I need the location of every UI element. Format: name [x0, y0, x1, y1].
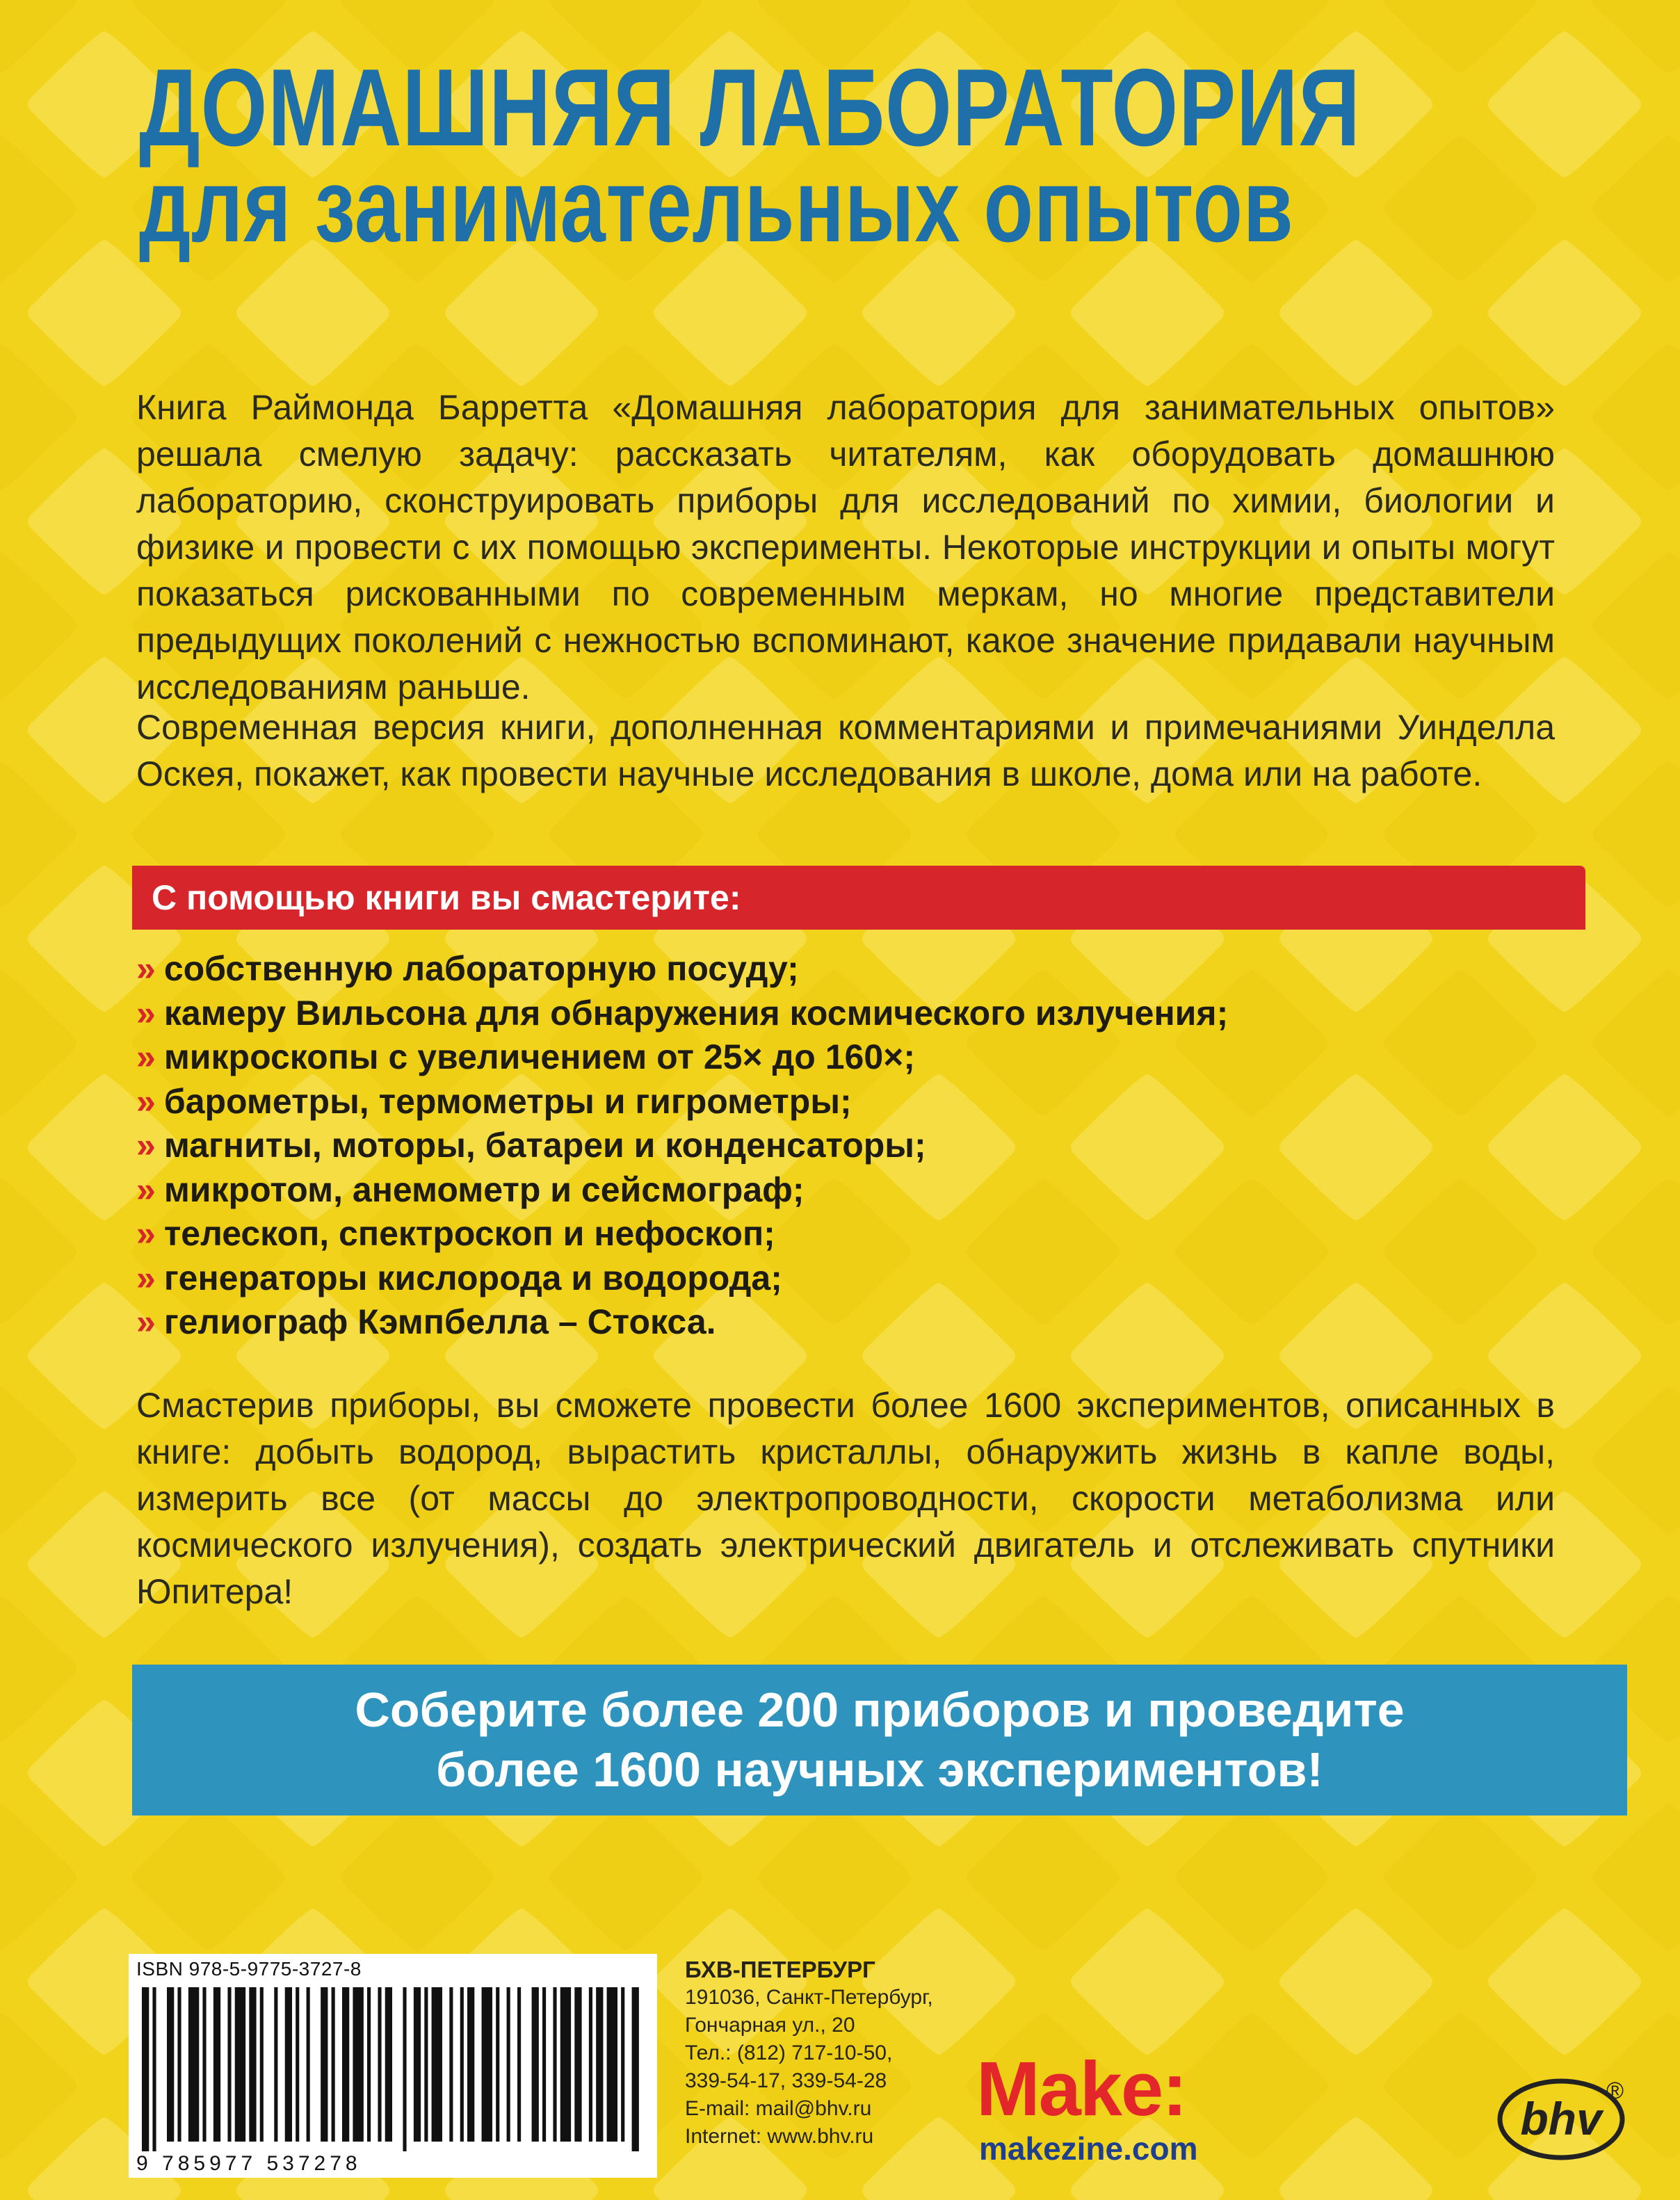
list-item-text: телескоп, спектроскоп и нефоскоп; — [163, 1214, 775, 1253]
publisher-address-line-2: Гончарная ул., 20 — [685, 2014, 855, 2037]
features-heading-bar: С помощью книги вы смастерите: — [132, 866, 1585, 930]
intro-paragraph-1: Книга Раймонда Барретта «Домашняя лаборатория для занимательных опытов» решала смелую задачу: рассказать читателям, как оборудовать домашнюю лабораторию, сконструировать приборы для исследований по химии, биологии и физике и провести с их помощью эксперименты. Некоторые инструкции и опыты могут показаться рискованными по современным меркам, но многие представители предыдущих поколений с нежностью вспоминают, какое значение придавали научным исследованиям раньше. — [136, 388, 1555, 706]
publisher-phone-line-1: Тел.: (812) 717-10-50, — [685, 2041, 893, 2064]
barcode-bar — [353, 1987, 363, 2142]
list-item — [136, 1256, 1228, 1301]
barcode-bar — [307, 1987, 310, 2142]
publisher-email: E-mail: mail@bhv.ru — [685, 2097, 872, 2120]
publisher-website: Internet: www.bhv.ru — [685, 2125, 874, 2148]
bullet-chevron-icon: » — [136, 1214, 156, 1253]
barcode-digits: 9 785977 537278 — [136, 2152, 362, 2175]
barcode-bar — [517, 1987, 521, 2142]
barcode-bar — [285, 1987, 292, 2142]
bullet-chevron-icon: » — [136, 993, 156, 1033]
barcode-bar — [542, 1987, 546, 2142]
registered-mark: ® — [1606, 2078, 1624, 2104]
publisher-address-line-1: 191036, Санкт-Петербург, — [685, 1986, 933, 2009]
barcode-bar — [378, 1987, 381, 2142]
make-url: makezine.com — [979, 2130, 1198, 2167]
barcode-bar — [213, 1987, 220, 2142]
make-logo: Make: — [976, 2046, 1186, 2132]
barcode-bar — [367, 1987, 371, 2142]
barcode-bar — [227, 1987, 231, 2142]
barcode-bar — [632, 1987, 639, 2151]
list-item — [136, 1168, 1228, 1213]
barcode-graphic — [136, 1987, 648, 2151]
list-item-text: камеру Вильсона для обнаружения космического излучения; — [163, 993, 1229, 1033]
barcode-bar — [596, 1987, 603, 2142]
barcode-bar — [496, 1987, 499, 2142]
title-line-2: для занимательных опытов — [139, 147, 1294, 264]
barcode-bar — [342, 1987, 349, 2142]
list-item-text: гелиограф Кэмпбелла – Стокса. — [163, 1302, 716, 1341]
bullet-chevron-icon: » — [136, 1126, 156, 1165]
barcode-bar — [403, 1987, 406, 2151]
list-item-text: микротом, анемометр и сейсмограф; — [163, 1170, 805, 1209]
barcode-bar — [589, 1987, 592, 2142]
bullet-chevron-icon: » — [136, 1081, 156, 1121]
list-item-text: микроскопы с увеличением от 25× до 160×; — [163, 1037, 916, 1076]
list-item — [136, 992, 1228, 1036]
outro-paragraph: Смастерив приборы, вы сможете провести более 1600 экспериментов, описанных в книге: добыть водород, вырастить кристаллы, обнаружить жизнь в капле воды, измерить все (от массы до электропроводности, скорости метаболизма или космического излучения), создать электрический двигатель и отслеживать спутники Юпитера! — [136, 1386, 1555, 1611]
barcode-bar — [332, 1987, 335, 2142]
promo-banner-line-2: более 1600 научных экспериментов! — [436, 1742, 1323, 1797]
bullet-chevron-icon: » — [136, 1302, 156, 1341]
barcode-bar — [467, 1987, 474, 2142]
features-list — [136, 947, 1228, 1345]
publisher-phone-line-2: 339-54-17, 339-54-28 — [685, 2069, 887, 2092]
barcode-bar — [424, 1987, 428, 2142]
barcode-bar — [560, 1987, 571, 2142]
list-item — [136, 1035, 1228, 1080]
barcode-bar — [507, 1987, 510, 2142]
barcode-bar — [274, 1987, 277, 2142]
bullet-chevron-icon: » — [136, 1258, 156, 1297]
barcode-bar — [260, 1987, 264, 2142]
bhv-logo-text: bhv — [1520, 2093, 1602, 2144]
barcode-bar — [482, 1987, 492, 2142]
intro-paragraph-2: Современная версия книги, дополненная комментариями и примечаниями Уинделла Оскея, покажет, как провести научные исследования в школе, дома или на работе. — [136, 708, 1555, 793]
barcode-bar — [152, 1987, 156, 2151]
barcode-bar — [460, 1987, 464, 2142]
list-item — [136, 1300, 1228, 1345]
title-line-1: ДОМАШНЯЯ ЛАБОРАТОРИЯ — [139, 47, 1361, 169]
barcode-bar — [621, 1987, 624, 2142]
bullet-chevron-icon: » — [136, 1037, 156, 1076]
barcode-bar — [235, 1987, 245, 2142]
publisher-name: БХВ-ПЕТЕРБУРГ — [685, 1957, 875, 1982]
barcode-bar — [296, 1987, 299, 2142]
barcode-bar — [432, 1987, 442, 2142]
isbn-label: ISBN 978-5-9775-3727-8 — [136, 1958, 362, 1980]
barcode-bar — [249, 1987, 256, 2142]
barcode-bar — [188, 1987, 199, 2142]
barcode-bar — [321, 1987, 328, 2142]
list-item-text: магниты, моторы, батареи и конденсаторы; — [163, 1126, 926, 1165]
promo-banner — [132, 1665, 1627, 1815]
bullet-chevron-icon: » — [136, 949, 156, 988]
barcode-bar — [532, 1987, 539, 2142]
barcode-bar — [553, 1987, 556, 2142]
barcode-bar — [414, 1987, 421, 2142]
list-item-text: собственную лабораторную посуду; — [163, 949, 799, 988]
promo-banner-line-1: Соберите более 200 приборов и проведите — [355, 1683, 1405, 1737]
barcode-bar — [607, 1987, 617, 2142]
list-item — [136, 947, 1228, 992]
barcode-bar — [202, 1987, 206, 2142]
list-item — [136, 1124, 1228, 1168]
barcode-bar — [177, 1987, 181, 2142]
list-item-text: генераторы кислорода и водорода; — [163, 1258, 782, 1297]
barcode-bar — [167, 1987, 174, 2142]
bullet-chevron-icon: » — [136, 1170, 156, 1209]
barcode-bar — [449, 1987, 453, 2142]
list-item-text: барометры, термометры и гигрометры; — [163, 1081, 852, 1121]
barcode-bar — [385, 1987, 392, 2142]
list-item — [136, 1212, 1228, 1256]
list-item — [136, 1080, 1228, 1124]
barcode-bar — [574, 1987, 581, 2142]
barcode-bar — [142, 1987, 149, 2151]
